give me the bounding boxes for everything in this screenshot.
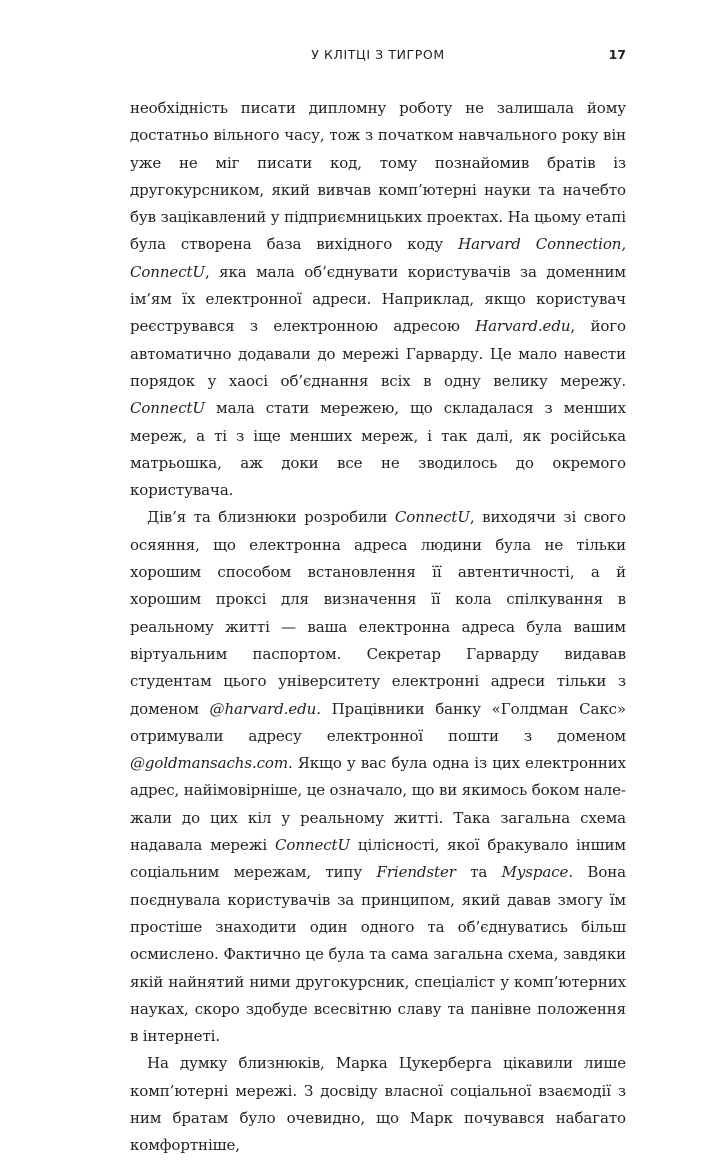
- text-run: , його автоматично додавали до мережі Гарварду. Це мало навести порядок у хаосі об’єднання всіх в одну велику мережу.: [130, 317, 626, 390]
- text-run: . Вона поєднувала користувачів за принципом, який давав змогу їм простіше знаходити один одного та об’єднуватись більш осмислено. Фактично це була та сама загальна схема, завдяки якій найнятий ними другокурсник, спеціаліст у комп’ютерних науках, скоро здобуде всесвітню славу та панівне положення в інтернеті.: [130, 863, 626, 1046]
- text-run: , яка мала об’єднувати користувачів за доменним ім’ям їх електронної адреси. Наприклад, якщо користувач реєструвався з електронною адресою: [130, 262, 626, 336]
- page-number: 17: [608, 47, 626, 62]
- italic-text: @harvard.edu: [209, 699, 317, 718]
- text-run: . Працівники банку «Голдман Сакс» отримували адресу електронної пошти з доменом: [130, 699, 626, 745]
- running-header: [130, 44, 626, 66]
- text-run: цілісності, якої бракувало іншим соціальним мережам, типу: [130, 836, 626, 882]
- running-title: У КЛІТЦІ З ТИГРОМ: [311, 47, 445, 62]
- italic-text: Harvard Connection, ConnectU: [130, 235, 626, 281]
- paragraph-3: [130, 1050, 626, 1159]
- paragraph-1: [130, 95, 626, 504]
- italic-text: ConnectU: [394, 508, 470, 527]
- text-run: та: [455, 863, 502, 882]
- text-run: На думку близнюків, Марка Цукерберга цікавили лише комп’ютерні мережі. З досвіду власної соціальної взаємодії з ним братам було очевидно, що Марк почувався набагато комфортніше,: [130, 1054, 626, 1155]
- italic-text: Myspace: [501, 863, 569, 882]
- italic-text: ConnectU: [130, 399, 205, 418]
- italic-text: Friendster: [376, 863, 456, 882]
- text-run: , виходячи зі свого осяяння, що електронна адреса людини була не тільки хорошим способом встановлення її автентичності, а й хорошим проксі для визначення її кола спілкування в реальному житті — ваша електронна адреса була вашим віртуальним паспортом. Секретар Гарварду видавав студентам цього університету електронні адреси тільки з доменом: [130, 508, 626, 718]
- text-run: необхідність писати дипломну роботу не залишала йому достатньо вільного часу, тож з початком навчального року він уже не міг писати код, тому познайомив братів із другокурсником, який вивчав комп’ютерні науки та начебто був зацікавлений у підприємницьких проектах. На цьому етапі була створена база вихідного коду: [130, 99, 626, 254]
- paragraph-2: [130, 504, 626, 1050]
- italic-text: @goldmansachs.com: [130, 754, 288, 773]
- italic-text: Harvard.edu: [475, 317, 571, 336]
- text-run: . Якщо у вас була одна із цих електронних адрес, найімовірніше, це означало, що ви якимось боком належали до цих кіл у реальному житті. Така загальна схема надавала мережі: [130, 754, 626, 855]
- text-run: Дів’я та близнюки розробили: [147, 508, 395, 527]
- text-run: мала стати мережею, що складалася з менших мереж, а ті з іще менших мереж, і так далі, як російська матрьошка, аж доки все не зводилось до окремого користувача.: [130, 399, 626, 500]
- italic-text: ConnectU: [275, 836, 350, 855]
